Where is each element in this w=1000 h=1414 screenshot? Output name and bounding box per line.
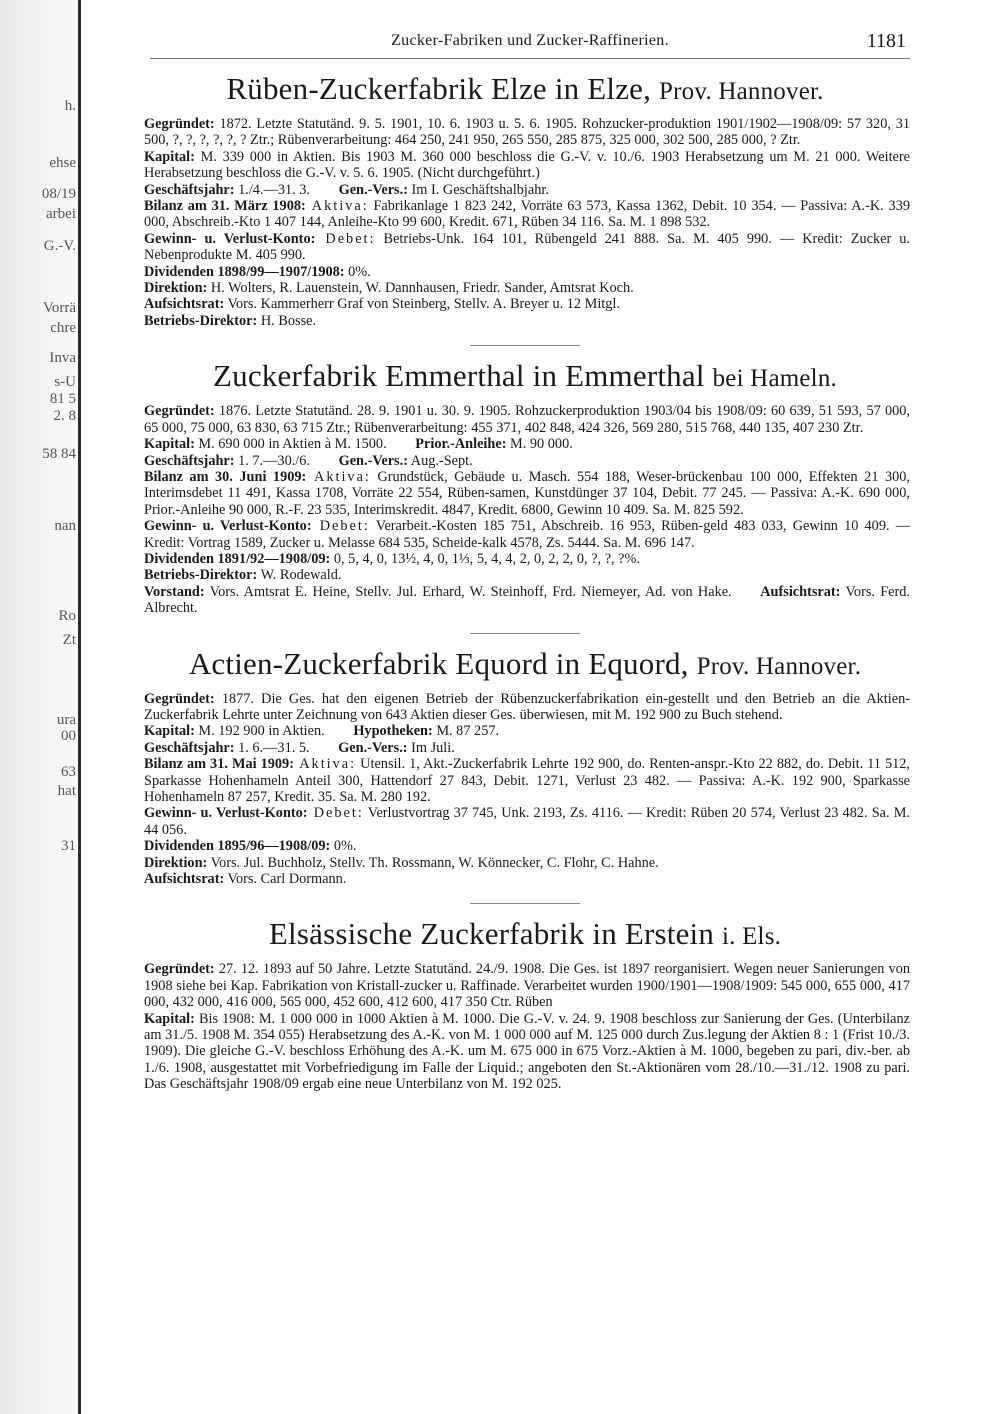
field-label: Gegründet: <box>144 403 215 420</box>
company-name: Rüben-Zuckerfabrik Elze in Elze, <box>226 71 652 106</box>
field-text: 0%. <box>344 263 371 280</box>
field-text: H. Bosse. <box>257 312 317 329</box>
field-text: Vors. Ferd. Albrecht. <box>144 583 910 617</box>
entry-paragraph <box>140 403 910 436</box>
field-label: Kapital: <box>144 1010 195 1027</box>
company-name: Elsässische Zuckerfabrik in Erstein <box>268 916 715 952</box>
field-text: 1./4.—31. 3. <box>234 181 310 198</box>
field-text: 1. 7.—30./6. <box>234 452 310 469</box>
field-label: Geschäftsjahr: <box>144 181 235 198</box>
field-text: Vors. Jul. Buchholz, Stellv. Th. Rossmann, W. Könnecker, C. Flohr, C. Hahne. <box>207 854 659 871</box>
entry-paragraph <box>140 264 910 280</box>
entry-paragraph <box>140 469 910 518</box>
field-label: Gen.-Vers.: <box>338 739 408 756</box>
field-label: Gewinn- u. Verlust-Konto: <box>144 518 312 535</box>
field-text: Aug.-Sept. <box>407 452 473 469</box>
field-spaced-label: Debet: <box>307 805 364 822</box>
gutter-fragment: G.-V. <box>43 238 76 254</box>
page-fold-edge <box>78 0 81 1414</box>
entry-paragraph <box>140 740 910 756</box>
company-location: Prov. Hannover. <box>696 652 862 680</box>
field-label: Bilanz am 31. Mai 1909: <box>144 756 294 773</box>
field-label: Gewinn- u. Verlust-Konto: <box>144 230 316 247</box>
entry-paragraph <box>140 871 910 887</box>
company-title <box>140 71 910 110</box>
entry-paragraph <box>140 961 910 1010</box>
field-text: 27. 12. 1893 auf 50 Jahre. Letzte Statutänd. 24./9. 1908. Die Ges. ist 1897 reorganisiert. Wegen neuer Sanierungen von 1908 siehe bei Kap. Fabrikation von Kristall-zucker u. Raffinade. Verarbeitet wurden 1900/1901—1908/1909: 545 000, 655 000, 417 000, 432 000, 416 000, 565 000, 452 600, 412 600, 417 350 Ctr. Rüben <box>144 961 910 1011</box>
gutter-fragment: 81 5 <box>49 391 76 407</box>
entry-paragraph <box>140 551 910 567</box>
field-text: Grundstück, Gebäude u. Masch. 554 188, Weser-brückenbau 100 000, Effekten 21 300, Interimsdebet 11 491, Kassa 1708, Vorräte 22 554, Rüben-samen, Kunstdünger 37 104, Debit. 77 245. — Passiva: A.-K. 690 000, Prior.-Anleihe 90 000, R.-F. 23 535, Interimskredit. 4847, Kredit. 6800, Gewinn 10 409. Sa. M. 825 592. <box>144 468 910 518</box>
field-text: 0, 5, 4, 0, 13½, 4, 0, 1⅓, 5, 4, 4, 2, 0, 2, 2, 0, ?, ?, ?%. <box>330 550 641 567</box>
company-location: Prov. Hannover. <box>659 78 824 105</box>
gutter-fragment: chre <box>50 320 76 336</box>
field-label: Geschäftsjahr: <box>144 739 235 756</box>
running-header <box>150 22 910 59</box>
field-label: Aufsichtsrat: <box>144 296 225 313</box>
company-title <box>140 646 910 685</box>
company-entry <box>140 916 910 1092</box>
entry-paragraph <box>140 518 910 551</box>
field-text: Utensil. 1, Akt.-Zuckerfabrik Lehrte 192 900, do. Renten-anspr.-Kto 22 882, do. Debit. 11 512, Sparkasse Hohenhameln Anteil 300, Hattendorf 27 843, Debit. 1271, Verlust 23 482. — Passiva: A.-K. 192 900, Sparkasse Hohenhameln 87 257, Kredit. 35. Sa. M. 280 192. <box>144 756 911 805</box>
field-text: Im Juli. <box>407 739 455 756</box>
field-text: M. 90 000. <box>506 436 573 453</box>
field-spaced-label: Debet: <box>315 230 376 247</box>
gutter-fragment: 08/19 <box>41 186 76 202</box>
entry-paragraph <box>140 182 910 198</box>
entry-paragraph <box>140 855 910 871</box>
field-label: Bilanz am 31. März 1908: <box>144 198 306 215</box>
section-divider <box>470 345 580 346</box>
field-text: Fabrikanlage 1 823 242, Vorräte 63 573, Kassa 1362, Debit. 10 354. — Passiva: A.-K. 339 000, Abschreib.-Kto 1 407 144, Anleihe-Kto 99 600, Kredit. 671, Rüben 34 116. Sa. M. 1 898 532. <box>144 198 910 231</box>
entry-paragraph <box>140 198 910 231</box>
gutter-fragment: ehse <box>49 155 76 171</box>
field-text: H. Wolters, R. Lauenstein, W. Dannhausen, Friedr. Sander, Amtsrat Koch. <box>207 280 634 297</box>
company-title <box>140 358 910 397</box>
field-label: Dividenden 1895/96—1908/09: <box>144 838 331 855</box>
field-text: Bis 1908: M. 1 000 000 in 1000 Aktien à M. 1000. Die G.-V. v. 24. 9. 1908 beschloss zur Sanierung der Ges. (Unterbilanz am 31./5. 1908 M. 354 055) Herabsetzung des A.-K. von M. 1 000 000 auf M. 125 000 durch Zus.legung der Aktien 8 : 1 (Frist 10./3. 1909). Die gleiche G.-V. beschloss Erhöhung des A.-K. um M. 675 000 in 675 Vorz.-Aktien à M. 1000, begeben zu pari, div.-ber. ab 1./6. 1908, ausgestattet mit Vorbefriedigung im Falle der Liquid.; angeboten den St.-Aktionären vom 28./10.—31./12. 1908 zu pari. Das Geschäftsjahr 1908/09 ergab eine neue Unterbilanz von M. 192 025. <box>144 1010 910 1093</box>
gutter-fragment: h. <box>64 98 76 114</box>
field-spaced-label: Aktiva: <box>293 756 357 773</box>
entry-paragraph <box>140 1011 910 1093</box>
field-label: Gen.-Vers.: <box>338 452 408 469</box>
gutter-fragment: 31 <box>61 838 76 854</box>
entry-paragraph <box>140 436 910 452</box>
field-label: Bilanz am 30. Juni 1909: <box>144 468 307 485</box>
gutter-fragment: Zt <box>62 632 76 648</box>
field-text: M. 192 900 in Aktien. <box>194 723 325 740</box>
field-label: Prior.-Anleihe: <box>415 436 507 453</box>
field-text: 1. 6.—31. 5. <box>234 739 310 756</box>
field-text: 1876. Letzte Statutänd. 28. 9. 1901 u. 30. 9. 1905. Rohzuckerproduktion 1903/04 bis 1908/09: 60 639, 51 593, 57 000, 65 000, 75 000, 63 830, 63 715 Ztr.; Rübenverarbeitung: 455 371, 402 848, 424 326, 569 280, 515 768, 440 135, 407 230 Ztr. <box>144 403 910 436</box>
company-entry <box>140 646 910 888</box>
entry-paragraph <box>140 838 910 854</box>
entry-paragraph <box>140 723 910 739</box>
section-divider <box>470 633 580 634</box>
field-spaced-label: Aktiva: <box>306 468 371 485</box>
section-divider <box>470 903 580 904</box>
field-label: Vorstand: <box>144 583 205 600</box>
company-name: Zuckerfabrik Emmerthal in Emmerthal <box>213 358 705 394</box>
field-label: Gegründet: <box>144 961 215 978</box>
field-label: Kapital: <box>144 148 195 165</box>
field-label: Gewinn- u. Verlust-Konto: <box>144 805 308 822</box>
facing-page-gutter <box>0 0 78 1414</box>
entry-paragraph <box>140 280 910 296</box>
field-label: Direktion: <box>144 854 208 871</box>
gutter-fragment: arbei <box>46 206 76 222</box>
field-label: Gen.-Vers.: <box>338 181 408 198</box>
field-text: Verarbeit.-Kosten 185 751, Abschreib. 16 953, Rüben-geld 483 033, Gewinn 10 409. — Kredit: Vortrag 1589, Zucker u. Melasse 684 535, Scheide-kalk 4578, Zs. 5444. Sa. M. 696 147. <box>144 518 910 551</box>
entry-paragraph <box>140 805 910 838</box>
page-number: 1181 <box>866 30 906 52</box>
field-text: M. 339 000 in Aktien. Bis 1903 M. 360 000 beschloss die G.-V. v. 10./6. 1903 Herabsetzung um M. 21 000. Weitere Herabsetzung beschloss die G.-V. v. 5. 6. 1905. (Nicht durchgeführt.) <box>144 148 910 182</box>
gutter-fragment: 63 <box>61 764 76 780</box>
company-name: Actien-Zuckerfabrik Equord in Equord, <box>188 645 689 681</box>
gutter-fragment: ura <box>56 712 76 728</box>
entry-paragraph <box>140 116 910 149</box>
field-spaced-label: Aktiva: <box>305 198 369 215</box>
field-spaced-label: Debet: <box>311 518 370 535</box>
field-label: Kapital: <box>144 436 195 453</box>
field-text: Vors. Kammerherr Graf von Steinberg, Stellv. A. Breyer u. 12 Mitgl. <box>224 296 620 313</box>
entry-paragraph <box>140 691 910 724</box>
entry-paragraph <box>140 313 910 329</box>
entry-paragraph <box>140 756 910 805</box>
field-text: 0%. <box>330 838 357 855</box>
company-entry <box>140 358 910 616</box>
field-label: Aufsichtsrat: <box>144 871 225 888</box>
gutter-fragment: Vorrä <box>42 300 76 316</box>
entry-paragraph <box>140 453 910 469</box>
gutter-fragment: 58 84 <box>42 446 76 462</box>
field-label: Aufsichtsrat: <box>760 583 841 600</box>
gutter-fragment: Ro <box>58 608 76 624</box>
running-title: Zucker-Fabriken und Zucker-Raffinerien. <box>391 32 669 49</box>
field-label: Kapital: <box>144 723 195 740</box>
gutter-fragment: Inva <box>49 350 76 366</box>
field-text: M. 87 257. <box>432 723 500 740</box>
field-text: W. Rodewald. <box>257 567 342 584</box>
company-entry <box>140 71 910 329</box>
field-label: Betriebs-Direktor: <box>144 312 258 329</box>
field-text: Vors. Carl Dormann. <box>224 871 347 888</box>
entry-paragraph <box>140 296 910 312</box>
field-label: Gegründet: <box>144 116 215 132</box>
company-location: i. Els. <box>722 923 782 951</box>
entry-paragraph <box>140 231 910 264</box>
gutter-fragment: 00 <box>61 728 76 744</box>
field-label: Gegründet: <box>144 690 215 707</box>
entry-paragraph <box>140 567 910 583</box>
gutter-fragment: nan <box>54 518 76 534</box>
field-label: Hypotheken: <box>353 723 433 740</box>
field-label: Direktion: <box>144 280 208 297</box>
company-entries <box>140 71 910 1093</box>
field-label: Geschäftsjahr: <box>144 452 235 469</box>
gutter-fragment: s-U <box>54 374 76 390</box>
company-location: bei Hameln. <box>712 365 837 393</box>
field-text: 1877. Die Ges. hat den eigenen Betrieb der Rübenzuckerfabrikation ein-gestellt und den Betrieb an die Aktien-Zuckerfabrik Lehrte unter Zeichnung von 643 Aktien dieser Ges. überwiesen, mit M. 192 900 zu Buch stehend. <box>144 690 910 723</box>
company-title <box>140 916 910 955</box>
gutter-fragment: hat <box>57 783 76 799</box>
field-text: Betriebs-Unk. 164 101, Rübengeld 241 888. Sa. M. 405 990. — Kredit: Zucker u. Nebenprodukte M. 405 990. <box>144 230 910 264</box>
gutter-fragment: 2. 8 <box>53 408 76 424</box>
field-text: Vors. Amtsrat E. Heine, Stellv. Jul. Erhard, W. Steinhoff, Frd. Niemeyer, Ad. von Hake. <box>204 583 732 600</box>
field-text: Verlustvortrag 37 745, Unk. 2193, Zs. 4116. — Kredit: Rüben 20 574, Verlust 23 482. Sa. M. 44 056. <box>144 805 910 838</box>
field-text: Im I. Geschäftshalbjahr. <box>407 181 549 198</box>
document-page <box>140 22 910 1093</box>
field-label: Dividenden 1891/92—1908/09: <box>144 550 331 567</box>
field-label: Dividenden 1898/99—1907/1908: <box>144 263 345 280</box>
entry-paragraph <box>140 584 910 617</box>
field-text: 1872. Letzte Statutänd. 9. 5. 1901, 10. 6. 1903 u. 5. 6. 1905. Rohzucker-produktion 1901/1902—1908/09: 57 320, 31 500, ?, ?, ?, ?, ?, ? Ztr.; Rübenverarbeitung: 464 250, 241 950, 265 550, 285 875, 325 000, 302 500, 285 000, ? Ztr. <box>144 116 910 149</box>
entry-paragraph <box>140 149 910 182</box>
field-label: Betriebs-Direktor: <box>144 567 258 584</box>
field-text: M. 690 000 in Aktien à M. 1500. <box>194 436 387 453</box>
